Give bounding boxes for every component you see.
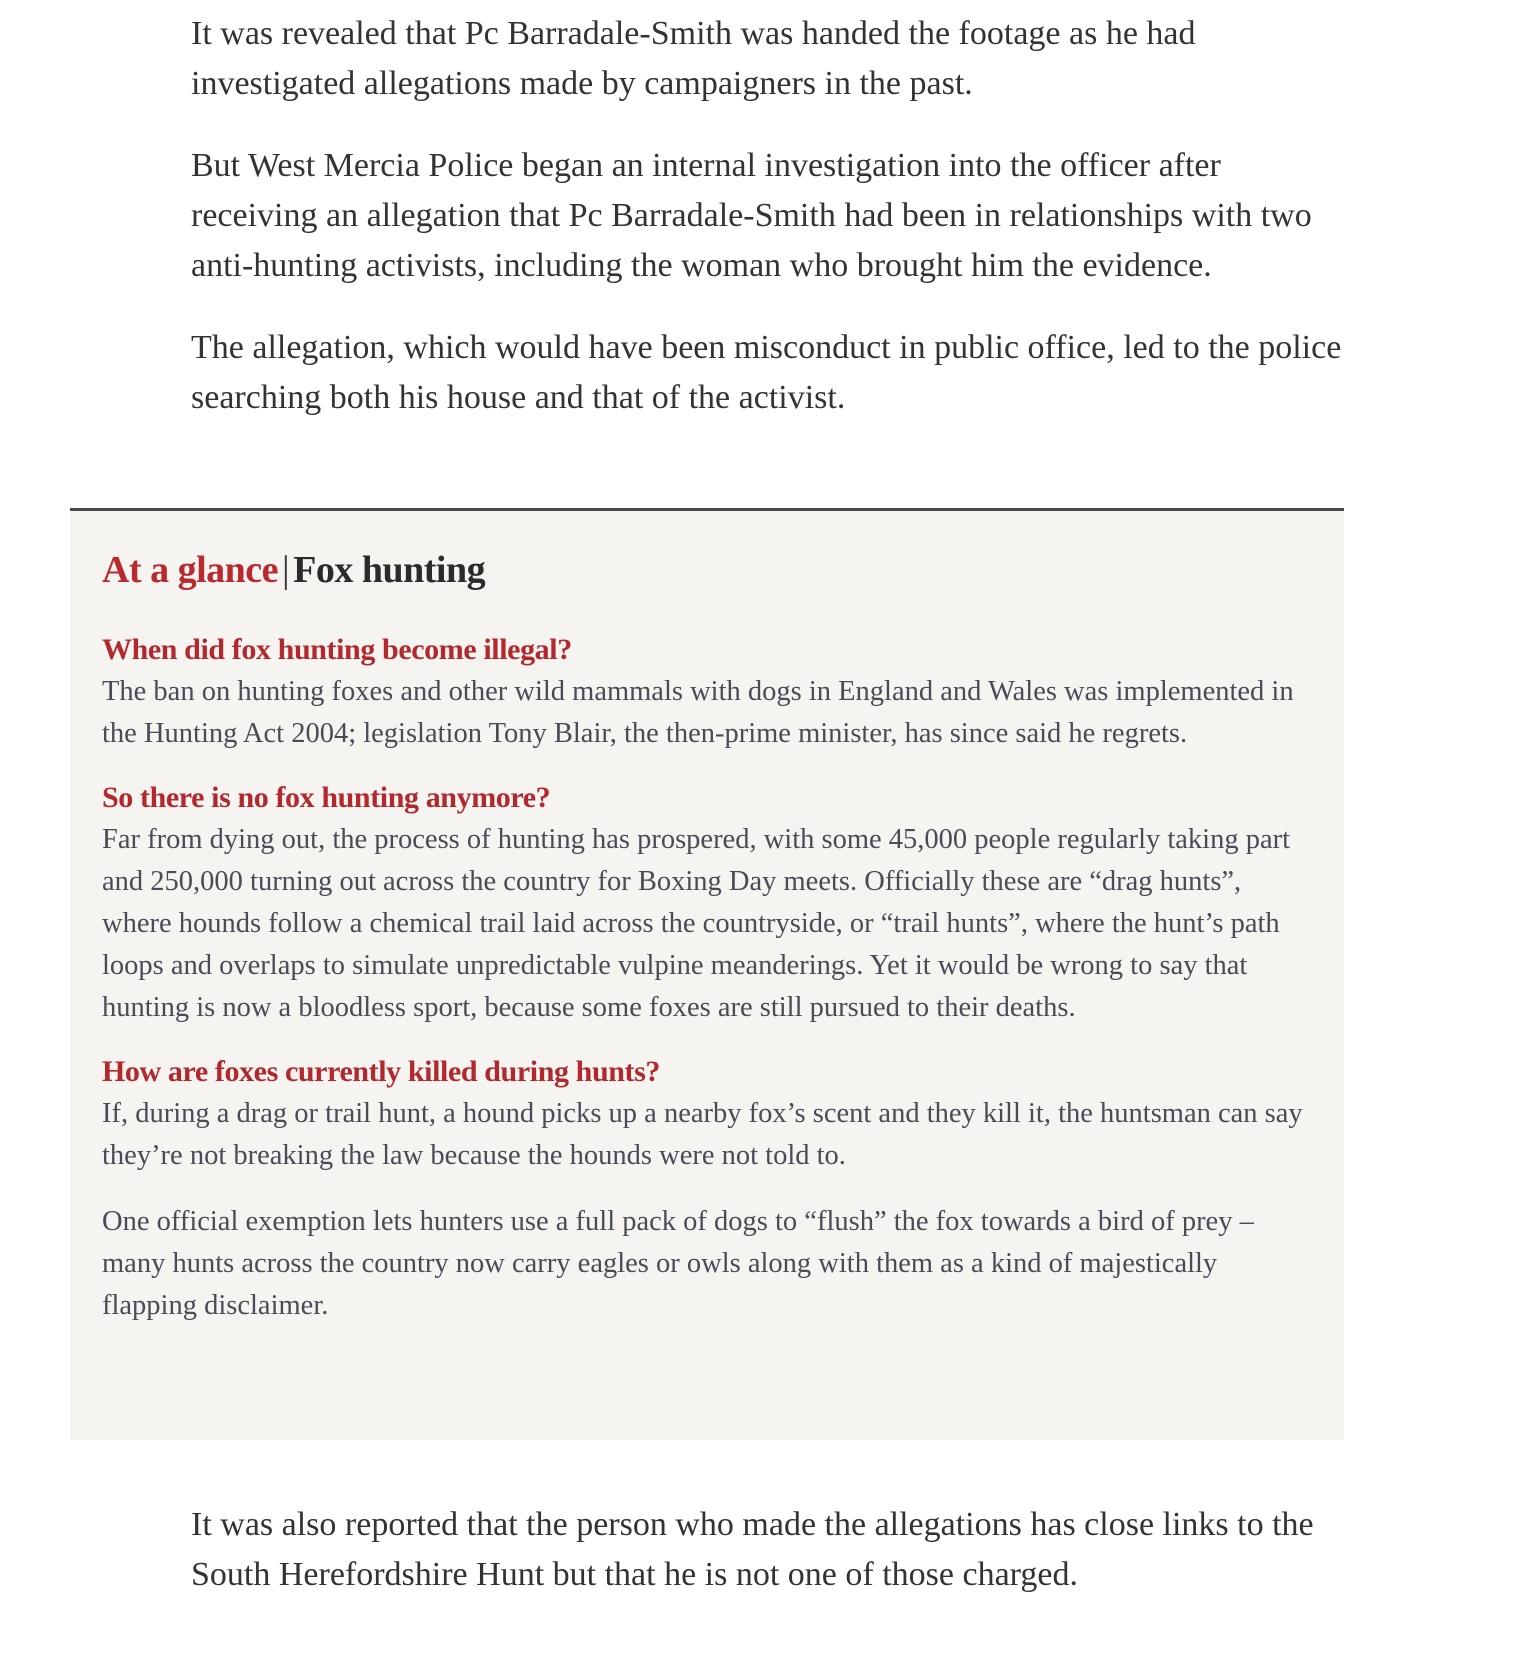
at-a-glance-box xyxy=(70,508,1344,1440)
article-paragraph: But West Mercia Police began an internal investigation into the officer after receiving an allegation that Pc Barradale-Smith had been in relationships with two anti-hunting activists, including the woman who brought him the evidence. xyxy=(191,147,1312,284)
glance-answer: If, during a drag or trail hunt, a hound picks up a nearby fox’s scent and they kill it, the huntsman can say they’re not breaking the law because the hounds were not told to. xyxy=(102,1098,1303,1171)
article-paragraph: It was revealed that Pc Barradale-Smith was handed the footage as he had investigated allegations made by campaigners in the past. xyxy=(191,15,1196,102)
glance-kicker: At a glance xyxy=(102,549,279,591)
article-paragraph: The allegation, which would have been misconduct in public office, led to the police searching both his house and that of the activist. xyxy=(191,329,1342,416)
glance-question: When did fox hunting become illegal? xyxy=(102,633,572,666)
glance-topic: Fox hunting xyxy=(293,549,486,591)
glance-separator: | xyxy=(282,549,290,591)
article-body-top xyxy=(191,9,1351,455)
glance-answer: One official exemption lets hunters use a full pack of dogs to “flush” the fox towards a bird of prey – many hunts across the country now carry eagles or owls along with them as a kind of majestically flapping disclaimer. xyxy=(102,1206,1254,1321)
article-paragraph: It was also reported that the person who made the allegations has close links to the South Herefordshire Hunt but that he is not one of those charged. xyxy=(191,1506,1314,1593)
glance-answer: Far from dying out, the process of hunting has prospered, with some 45,000 people regularly taking part and 250,000 turning out across the country for Boxing Day meets. Officially these are “drag hunts”, where hounds follow a chemical trail laid across the countryside, or “trail hunts”, where the hunt’s path loops and overlaps to simulate unpredictable vulpine meanderings. Yet it would be wrong to say that hunting is now a bloodless sport, because some foxes are still pursued to their deaths. xyxy=(102,824,1291,1023)
article-body-bottom xyxy=(191,1500,1351,1632)
glance-question: So there is no fox hunting anymore? xyxy=(102,781,551,814)
glance-question: How are foxes currently killed during hunts? xyxy=(102,1055,660,1088)
glance-answer: The ban on hunting foxes and other wild mammals with dogs in England and Wales was implemented in the Hunting Act 2004; legislation Tony Blair, the then-prime minister, has since said he regrets. xyxy=(102,676,1294,749)
glance-title xyxy=(102,545,1312,595)
